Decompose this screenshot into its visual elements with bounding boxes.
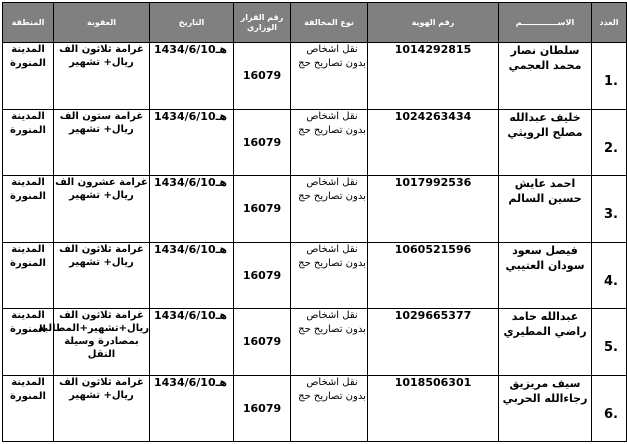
row-name: سيف مريزيق رجاءالله الحربي <box>499 375 592 442</box>
row-region: المدينة المنورة <box>3 109 54 176</box>
row-id-number: 1017992536 <box>368 176 499 243</box>
row-penalty: غرامة ثلاثون الف ريال+تشهير+المطالبة بمصادرة وسيلة النقل <box>54 309 150 376</box>
row-id-number: 1018506301 <box>368 375 499 442</box>
row-penalty: غرامة ثلاثون الف ريال+ تشهير <box>54 43 150 110</box>
row-region: المدينة المنورة <box>3 43 54 110</box>
row-region: المدينة المنورة <box>3 242 54 309</box>
row-index-text: 6. <box>604 406 618 422</box>
row-index <box>592 109 627 176</box>
row-penalty: غرامة ثلاثون الف ريال+ تشهير <box>54 242 150 309</box>
row-index <box>592 375 627 442</box>
row-decision: 16079 <box>234 242 291 309</box>
table-row <box>3 242 627 309</box>
header-decision-number: رقم القرار الوزاري <box>234 3 291 43</box>
row-date: 1434/6/10هـ <box>150 176 234 243</box>
header-index: العدد <box>592 3 627 43</box>
row-violation: نقل اشخاص بدون تصاريح حج <box>291 375 368 442</box>
header-name: الاســـــــــــــم <box>499 3 592 43</box>
row-name: فيصل سعود سودان العتيبي <box>499 242 592 309</box>
row-index-text: 2. <box>604 140 618 156</box>
header-id-number: رقم الهوية <box>368 3 499 43</box>
header-violation-type: نوع المخالفة <box>291 3 368 43</box>
row-name: سلطان نصار محمد العجمي <box>499 43 592 110</box>
row-violation: نقل اشخاص بدون تصاريح حج <box>291 43 368 110</box>
table-row <box>3 309 627 376</box>
header-region: المنطقة <box>3 3 54 43</box>
row-region: المدينة المنورة <box>3 176 54 243</box>
row-decision: 16079 <box>234 309 291 376</box>
row-name: احمد عايش حسين السالم <box>499 176 592 243</box>
row-index-text: 5. <box>604 340 618 356</box>
row-index-text: 3. <box>604 207 618 223</box>
row-region: المدينة المنورة <box>3 309 54 376</box>
row-decision: 16079 <box>234 109 291 176</box>
row-date: 1434/6/10هـ <box>150 375 234 442</box>
row-decision: 16079 <box>234 176 291 243</box>
row-id-number: 1060521596 <box>368 242 499 309</box>
table-row <box>3 176 627 243</box>
row-penalty: غرامة ثلاثون الف ريال+ تشهير <box>54 375 150 442</box>
row-penalty: غرامة ستون الف ريال+ تشهير <box>54 109 150 176</box>
row-date: 1434/6/10هـ <box>150 242 234 309</box>
row-name: خليف عبدالله مصلح الرويثي <box>499 109 592 176</box>
row-date: 1434/6/10هـ <box>150 309 234 376</box>
table-row <box>3 109 627 176</box>
row-penalty: غرامة عشرون الف ريال+ تشهير <box>54 176 150 243</box>
row-index-text: 1. <box>604 74 618 90</box>
row-date: 1434/6/10هـ <box>150 109 234 176</box>
row-id-number: 1029665377 <box>368 309 499 376</box>
row-index <box>592 309 627 376</box>
row-index <box>592 242 627 309</box>
header-date: التاريخ <box>150 3 234 43</box>
row-region: المدينة المنورة <box>3 375 54 442</box>
row-violation: نقل اشخاص بدون تصاريح حج <box>291 309 368 376</box>
row-date: 1434/6/10هـ <box>150 43 234 110</box>
row-violation: نقل اشخاص بدون تصاريح حج <box>291 109 368 176</box>
header-penalty: العقوبة <box>54 3 150 43</box>
row-violation: نقل اشخاص بدون تصاريح حج <box>291 176 368 243</box>
table-row <box>3 43 627 110</box>
row-index <box>592 43 627 110</box>
row-id-number: 1024263434 <box>368 109 499 176</box>
row-decision: 16079 <box>234 375 291 442</box>
row-id-number: 1014292815 <box>368 43 499 110</box>
violations-table <box>2 2 627 442</box>
row-index-text: 4. <box>604 273 618 289</box>
row-index <box>592 176 627 243</box>
header-row <box>3 3 627 43</box>
row-name: عبدالله حامد راضي المطيري <box>499 309 592 376</box>
row-decision: 16079 <box>234 43 291 110</box>
row-violation: نقل اشخاص بدون تصاريح حج <box>291 242 368 309</box>
table-row <box>3 375 627 442</box>
